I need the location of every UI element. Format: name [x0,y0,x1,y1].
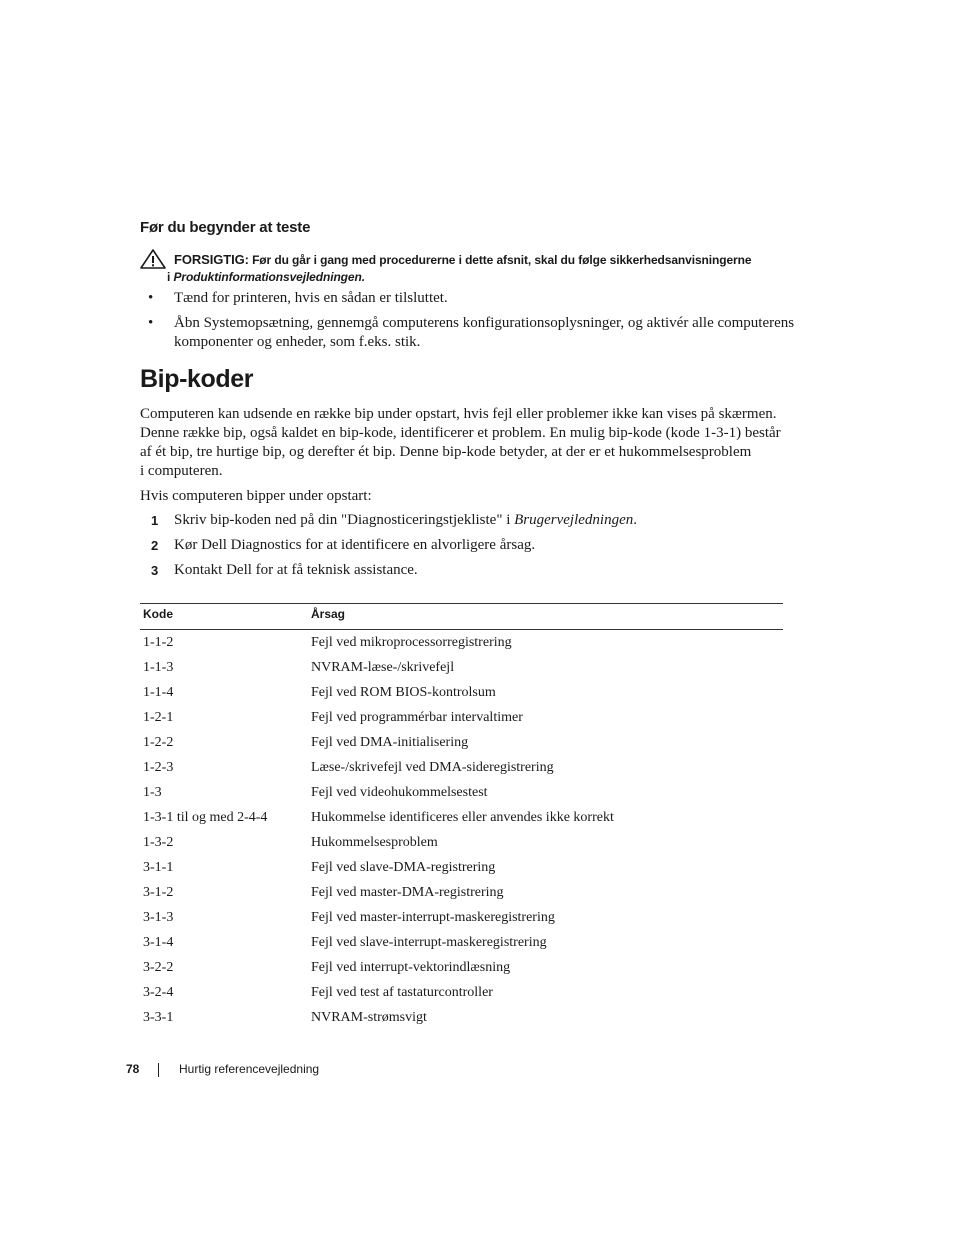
code-cell: 1-2-1 [143,709,174,725]
table-row [140,905,783,930]
beep-code-table [140,603,783,1030]
table-row [140,980,783,1005]
bullet-item: • Tænd for printeren, hvis en sådan er tilsluttet. [148,289,828,308]
cause-cell: Fejl ved ROM BIOS-kontrolsum [311,684,496,700]
table-row [140,630,783,656]
step-number: 1 [151,513,159,528]
page-title: Bip-koder [140,365,254,393]
caution-body: Før du går i gang med procedurerne i dette afsnit, skal du følge sikkerhedsanvisningerne [252,253,752,267]
intro-line: af ét bip, tre hurtige bip, og derefter ét bip. Denne bip-kode betyder, at der er et hukommelsesproblem [140,444,752,460]
code-cell: 3-1-4 [143,934,174,950]
lead-in-text: Hvis computeren bipper under opstart: [140,488,372,504]
code-cell: 1-1-2 [143,634,174,650]
table-row [140,780,783,805]
intro-line: Denne række bip, også kaldet en bip-kode, identificerer et problem. En mulig bip-kode (kode 1-3-1) består [140,425,781,441]
cause-cell: Fejl ved DMA-initialisering [311,734,469,750]
cause-cell: Fejl ved master-interrupt-maskeregistrering [311,909,555,925]
footer-title: Hurtig referencevejledning [179,1062,320,1076]
code-cell: 3-1-1 [143,859,174,875]
cause-cell: Fejl ved interrupt-vektorindlæsning [311,959,511,975]
step-italic: Brugervejledningen [514,512,634,528]
table-row [140,855,783,880]
step-text: Kontakt Dell for at få teknisk assistance. [174,562,418,578]
table-row [140,655,783,680]
table-row [140,1005,783,1030]
step-item [140,561,820,580]
caution-line2-prefix: i [167,270,171,284]
cause-cell: Fejl ved master-DMA-registrering [311,884,504,900]
column-header-cause: Årsag [308,604,783,630]
code-cell: 3-2-4 [143,984,174,1000]
cause-cell: Fejl ved programmérbar intervaltimer [311,709,523,725]
code-cell: 3-2-2 [143,959,174,975]
cause-cell: Læse-/skrivefejl ved DMA-sideregistrering [311,759,554,775]
table-row [140,955,783,980]
intro-line: i computeren. [140,463,223,479]
caution-period: . [361,270,365,284]
table-row [140,805,783,830]
pretest-bullet-list [148,289,828,358]
code-cell: 1-2-2 [143,734,174,750]
column-header-code: Kode [140,604,308,630]
table-header-row [140,604,783,630]
code-cell: 1-1-3 [143,659,174,675]
caution-text [167,251,752,286]
cause-cell: Fejl ved videohukommelsestest [311,784,488,800]
step-text-end: . [633,512,637,528]
step-text: Kør Dell Diagnostics for at identificere en alvorligere årsag. [174,537,536,553]
section-heading: Før du begynder at teste [140,219,311,236]
cause-cell: Fejl ved slave-interrupt-maskeregistrering [311,934,547,950]
step-number: 2 [151,538,159,553]
code-cell: 1-2-3 [143,759,174,775]
cause-cell: Fejl ved test af tastaturcontroller [311,984,493,1000]
cause-cell: Fejl ved mikroprocessorregistrering [311,634,512,650]
bullet-item: • Åbn Systemopsætning, gennemgå computerens konfigurationsoplysninger, og aktivér alle computerens komponenter og enheder, som f.eks. stik. [148,314,828,352]
code-cell: 3-1-2 [143,884,174,900]
cause-cell: Hukommelse identificeres eller anvendes ikke korrekt [311,809,614,825]
cause-cell: NVRAM-strømsvigt [311,1009,427,1025]
code-cell: 1-3 [143,784,162,800]
table-row [140,705,783,730]
table-row [140,880,783,905]
code-cell: 3-3-1 [143,1009,174,1025]
cause-cell: Hukommelsesproblem [311,834,438,850]
cause-cell: Fejl ved slave-DMA-registrering [311,859,496,875]
page-number: 78 [126,1062,140,1076]
step-number: 3 [151,563,159,578]
cause-cell: NVRAM-læse-/skrivefejl [311,659,455,675]
step-item [140,536,820,555]
steps-list [140,511,820,586]
table-row [140,680,783,705]
intro-paragraph [140,405,820,481]
table-row [140,730,783,755]
code-cell: 1-3-2 [143,834,174,850]
step-item [140,511,820,530]
code-cell: 1-3-1 til og med 2-4-4 [143,809,268,825]
code-cell: 1-1-4 [143,684,174,700]
table-row [140,755,783,780]
footer-divider [158,1063,159,1077]
table-row [140,830,783,855]
code-cell: 3-1-3 [143,909,174,925]
warning-triangle-icon [140,249,166,269]
caution-guide-title: Produktinformationsvejledningen [173,270,362,284]
caution-label: FORSIGTIG: [174,252,249,267]
caution-line2 [167,269,751,286]
step-text: Skriv bip-koden ned på din "Diagnosticeringstjekliste" i [174,512,515,528]
intro-line: Computeren kan udsende en række bip under opstart, hvis fejl eller problemer ikke kan vises på skærmen. [140,406,777,422]
table-row [140,930,783,955]
